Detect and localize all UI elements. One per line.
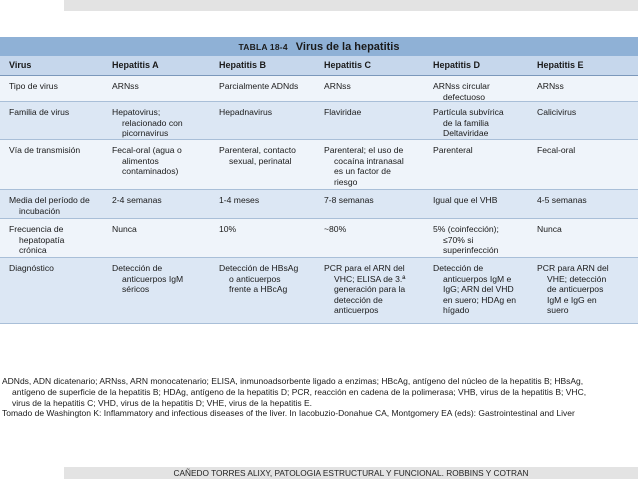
cell-text-line: sexual, perinatal (229, 155, 292, 166)
table-cell (103, 219, 210, 257)
cell-text-line: 10% (219, 224, 237, 234)
table-cell (528, 258, 638, 323)
cell-text-line: PCR para ARN del (537, 263, 609, 273)
cell-text-line: 7-8 semanas (324, 195, 374, 205)
table-cell (424, 258, 528, 323)
cell-text-line: picornavirus (122, 128, 169, 139)
cell-text-line: 1-4 meses (219, 195, 260, 205)
row-label-cell (0, 190, 103, 218)
cell-text-line: Calicivirus (537, 107, 577, 117)
header-hepatitis-d: Hepatitis D (433, 60, 481, 70)
table-cell (315, 219, 424, 257)
cell-text-line: 2-4 semanas (112, 195, 162, 205)
table-row (0, 258, 638, 324)
cell-text-line: contaminados) (122, 166, 179, 177)
cell-text-line: Fecal-oral (537, 145, 576, 155)
cell-text-line: Diagnóstico (9, 263, 54, 273)
source-note: Tomado de Washington K: Inflammatory and infectious diseases of the liver. In Iacobuzio-Donahue CA, Montgomery EA (eds): Gastrointestinal and Liver (2, 408, 575, 419)
table-row (0, 219, 638, 258)
table-cell (103, 190, 210, 218)
cell-text-line: 5% (coinfección); (433, 224, 499, 234)
row-label-cell (0, 76, 103, 101)
cell-text-line: de anticuerpos (547, 284, 604, 295)
top-decor-bar (64, 0, 638, 11)
header-hepatitis-e: Hepatitis E (537, 60, 584, 70)
cell-text-line: incubación (19, 205, 61, 216)
header-hepatitis-a: Hepatitis A (112, 60, 159, 70)
cell-text-line: PCR para el ARN del (324, 263, 405, 273)
cell-text-line: Deltaviridae (443, 128, 489, 139)
table-row (0, 76, 638, 102)
cell-text-line: hígado (443, 305, 470, 316)
cell-text-line: Parenteral; el uso de (324, 145, 404, 155)
header-hepatitis-c: Hepatitis C (324, 60, 372, 70)
cell-text-line: en suero; HDAg en (443, 294, 517, 305)
table-cell (103, 102, 210, 139)
cell-text-line: IgM e IgG en (547, 294, 597, 305)
cell-text-line: es un factor de (334, 166, 391, 177)
table-cell (528, 102, 638, 139)
table-cell (315, 102, 424, 139)
cell-text-line: ARNss (324, 81, 351, 91)
table-cell (528, 219, 638, 257)
cell-text-line: relacionado con (122, 117, 183, 128)
cell-text-line: VHC; ELISA de 3.ª (334, 273, 406, 284)
table-cell (424, 219, 528, 257)
cell-text-line: IgG; ARN del VHD (443, 284, 514, 295)
table-row (0, 140, 638, 190)
abbreviations-line-2: antígeno de superficie de la hepatitis B; HDAg, antígeno de la hepatitis D; PCR, reacción en cadena de la polimerasa; VHB, virus de la hepatitis B; VHC, (12, 386, 587, 397)
cell-text-line: Parenteral (433, 145, 473, 155)
cell-text-line: Detección de (112, 263, 163, 273)
header-virus: Virus (9, 60, 32, 70)
cell-text-line: de la familia (443, 117, 489, 128)
cell-text-line: ≤70% si (443, 234, 474, 245)
table-cell (315, 190, 424, 218)
cell-text-line: Media del período de (9, 195, 90, 205)
cell-text-line: detección de (334, 294, 383, 305)
table-cell (210, 219, 315, 257)
table-cell (424, 102, 528, 139)
table-cell (424, 76, 528, 101)
table-cell (528, 140, 638, 189)
abbreviations-line-3: virus de la hepatitis C; VHD, virus de la hepatitis D; VHE, virus de la hepatitis E. (12, 397, 312, 408)
table-cell (528, 190, 638, 218)
cell-text-line: Nunca (112, 224, 137, 234)
cell-text-line: Hepadnavirus (219, 107, 273, 117)
table-header-row (0, 56, 638, 76)
cell-text-line: alimentos (122, 155, 159, 166)
cell-text-line: generación para la (334, 284, 406, 295)
footer-citation: CAÑEDO TORRES ALIXY, PATOLOGIA ESTRUCTURAL Y FUNCIONAL. ROBBINS Y COTRAN (173, 468, 529, 478)
cell-text-line: Detección de (433, 263, 484, 273)
cell-text-line: crónica (19, 245, 47, 256)
cell-text-line: hepatopatía (19, 234, 65, 245)
cell-text-line: séricos (122, 284, 150, 295)
table-cell (315, 76, 424, 101)
cell-text-line: Igual que el VHB (433, 195, 498, 205)
cell-text-line: Parcialmente ADNds (219, 81, 299, 91)
cell-text-line: VHE; detección (547, 273, 607, 284)
table-notes (2, 376, 636, 419)
cell-text-line: ARNss circular (433, 81, 490, 91)
table-row (0, 102, 638, 140)
cell-text-line: cocaína intranasal (334, 155, 404, 166)
table-number: TABLA 18-4 (238, 41, 288, 52)
cell-text-line: frente a HBcAg (229, 284, 288, 295)
cell-text-line: riesgo (334, 176, 358, 187)
cell-text-line: ~80% (324, 224, 347, 234)
cell-text-line: ARNss (112, 81, 139, 91)
cell-text-line: defectuoso (443, 91, 486, 102)
table-cell (528, 76, 638, 101)
table-row (0, 190, 638, 219)
table-title: Virus de la hepatitis (295, 40, 400, 53)
cell-text-line: anticuerpos (334, 305, 379, 316)
cell-text-line: Hepatovirus; (112, 107, 161, 117)
abbreviations-line-1: ADNds, ADN dicatenario; ARNss, ARN monocatenario; ELISA, inmunoadsorbente ligado a enzimas; HBcAg, antígeno del núcleo de la hepatitis B; HBsAg, (2, 376, 584, 386)
table-cell (103, 258, 210, 323)
cell-text-line: o anticuerpos (229, 273, 281, 284)
row-label-cell (0, 102, 103, 139)
table-cell (210, 76, 315, 101)
table-body (0, 76, 638, 324)
table-cell (103, 76, 210, 101)
cell-text-line: superinfección (443, 245, 499, 256)
cell-text-line: Familia de virus (9, 107, 70, 117)
cell-text-line: Partícula subvírica (433, 107, 504, 117)
table-cell (424, 190, 528, 218)
table-cell (315, 258, 424, 323)
table-cell (210, 102, 315, 139)
cell-text-line: Frecuencia de (9, 224, 64, 234)
cell-text-line: Nunca (537, 224, 562, 234)
cell-text-line: ARNss (537, 81, 564, 91)
table-cell (103, 140, 210, 189)
table-cell (210, 258, 315, 323)
cell-text-line: Parenteral, contacto (219, 145, 296, 155)
table-title-bar (0, 37, 638, 56)
cell-text-line: Detección de HBsAg (219, 263, 299, 273)
cell-text-line: anticuerpos IgM e (443, 273, 512, 284)
table-cell (315, 140, 424, 189)
cell-text-line: 4-5 semanas (537, 195, 587, 205)
cell-text-line: Vía de transmisión (9, 145, 81, 155)
cell-text-line: suero (547, 305, 569, 316)
row-label-cell (0, 140, 103, 189)
row-label-cell (0, 219, 103, 257)
table-cell (210, 190, 315, 218)
cell-text-line: Fecal-oral (agua o (112, 145, 182, 155)
header-hepatitis-b: Hepatitis B (219, 60, 267, 70)
cell-text-line: Flaviridae (324, 107, 362, 117)
hepatitis-table (0, 37, 638, 324)
cell-text-line: Tipo de virus (9, 81, 58, 91)
row-label-cell (0, 258, 103, 323)
cell-text-line: anticuerpos IgM (122, 273, 184, 284)
table-cell (210, 140, 315, 189)
table-cell (424, 140, 528, 189)
